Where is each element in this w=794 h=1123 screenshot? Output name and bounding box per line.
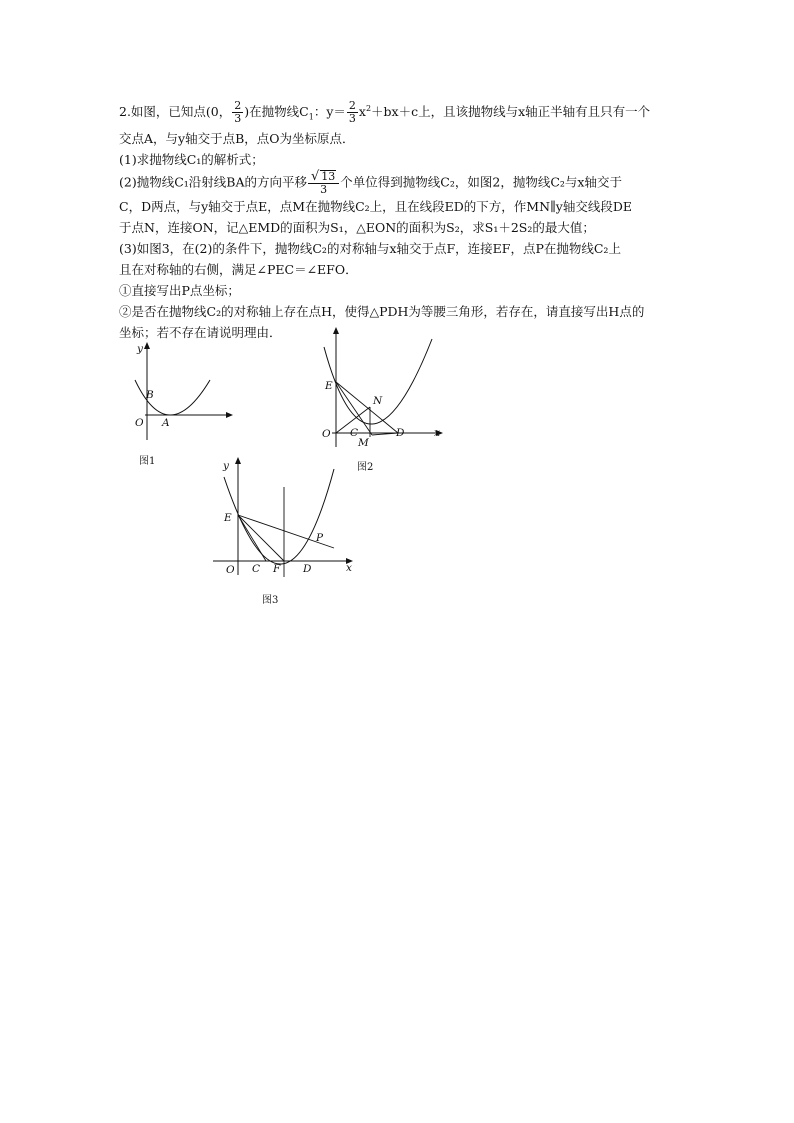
intro-text-a: 2.如图，已知点(0， — [119, 104, 232, 120]
fig2-label-c: C — [350, 427, 359, 439]
fig1-label-b: B — [146, 389, 154, 401]
figure-3 — [210, 455, 370, 615]
fig3-y-arrow-icon — [235, 457, 241, 464]
part-2-text-b: 个单位得到抛物线C₂，如图2，抛物线C₂与x轴交于 — [340, 174, 622, 190]
fig3-label-e: E — [224, 512, 232, 524]
problem-text — [119, 98, 704, 343]
fig3-label-d: D — [303, 563, 312, 575]
part-2-text-a: (2)抛物线C₁沿射线BA的方向平移 — [119, 174, 307, 190]
c1-subscript: 1 — [308, 112, 314, 122]
fig3-label-o: O — [226, 564, 235, 576]
fig1-caption: 图1 — [139, 456, 156, 467]
fig1-label-y: y — [137, 343, 143, 355]
problem-line-2: 交点A，与y轴交于点B，点O为坐标原点． — [119, 130, 355, 146]
fig2-label-o: O — [322, 428, 331, 440]
fig2-label-e: E — [325, 380, 333, 392]
figure-1 — [125, 340, 245, 470]
question-2-line-2: 坐标；若不存在请说明理由． — [119, 324, 282, 340]
part-2-line-3: 于点N，连接ON，记△EMD的面积为S₁，△EON的面积为S₂，求S₁＋2S₂的最大值； — [119, 219, 595, 235]
question-1-text: ①直接写出P点坐标； — [119, 282, 240, 298]
square-superscript: 2 — [365, 104, 372, 113]
coef-fraction-den: 3 — [348, 112, 356, 126]
fig3-label-y: y — [223, 460, 229, 472]
fig3-label-f: F — [273, 563, 281, 575]
fig3-caption: 图3 — [262, 595, 279, 606]
fig1-x-arrow-icon — [226, 412, 233, 418]
part-3-line-1: (3)如图3，在(2)的条件下，抛物线C₂的对称轴与x轴交于点F，连接EF，点P在抛物线C₂上 — [119, 240, 621, 256]
part-2-line-1 — [119, 170, 704, 196]
part-2-line-2: C，D两点，与y轴交于点E，点M在抛物线C₂上，且在线段ED的下方，作MN∥y轴交线段DE — [119, 198, 633, 214]
figure-2 — [312, 325, 462, 475]
shift-fraction-den: 3 — [320, 182, 328, 196]
sqrt-radicand: 13 — [321, 169, 336, 183]
shift-fraction-num — [308, 170, 339, 184]
fig2-caption: 图2 — [357, 462, 374, 473]
question-2-line-1: ②是否在抛物线C₂的对称轴上存在点H，使得△PDH为等腰三角形，若存在，请直接写出H点的 — [119, 303, 645, 319]
point-fraction-num: 2 — [234, 99, 242, 113]
fig2-y-arrow-icon — [333, 327, 339, 334]
part-3-line-2: 且在对称轴的右侧，满足∠PEC＝∠EFO． — [119, 261, 358, 277]
fig2-label-n: N — [373, 395, 383, 407]
fig1-label-o: O — [135, 417, 144, 429]
point-fraction-den: 3 — [234, 112, 242, 126]
shift-fraction — [308, 170, 339, 196]
fig3-segment-ef — [238, 515, 284, 561]
coef-fraction-num: 2 — [348, 99, 356, 113]
intro-text-e: ＋bx＋c上，且该抛物线与x轴正半轴有且只有一个 — [371, 104, 651, 120]
sqrt-icon: √ — [311, 168, 320, 184]
fig3-segment-ec — [238, 515, 266, 561]
problem-line-1 — [119, 98, 704, 128]
fig3-label-p: P — [316, 532, 324, 544]
fig1-y-arrow-icon — [144, 342, 150, 349]
intro-text-c: ：y＝ — [313, 104, 346, 120]
fig3-label-x: x — [346, 562, 352, 574]
intro-text-d: x — [358, 104, 366, 120]
fig2-label-m: M — [358, 437, 369, 449]
fig3-parabola — [224, 469, 334, 564]
intro-text-b: )在抛物线C — [244, 104, 309, 120]
fig3-label-c: C — [252, 563, 261, 575]
part-1-text: (1)求抛物线C₁的解析式； — [119, 151, 264, 167]
fig1-label-a: A — [162, 417, 170, 429]
fig2-label-d: D — [396, 427, 405, 439]
point-fraction — [232, 100, 243, 125]
fig2-parabola — [324, 339, 432, 424]
fig2-label-x: x — [434, 427, 440, 439]
coef-fraction — [347, 100, 358, 125]
